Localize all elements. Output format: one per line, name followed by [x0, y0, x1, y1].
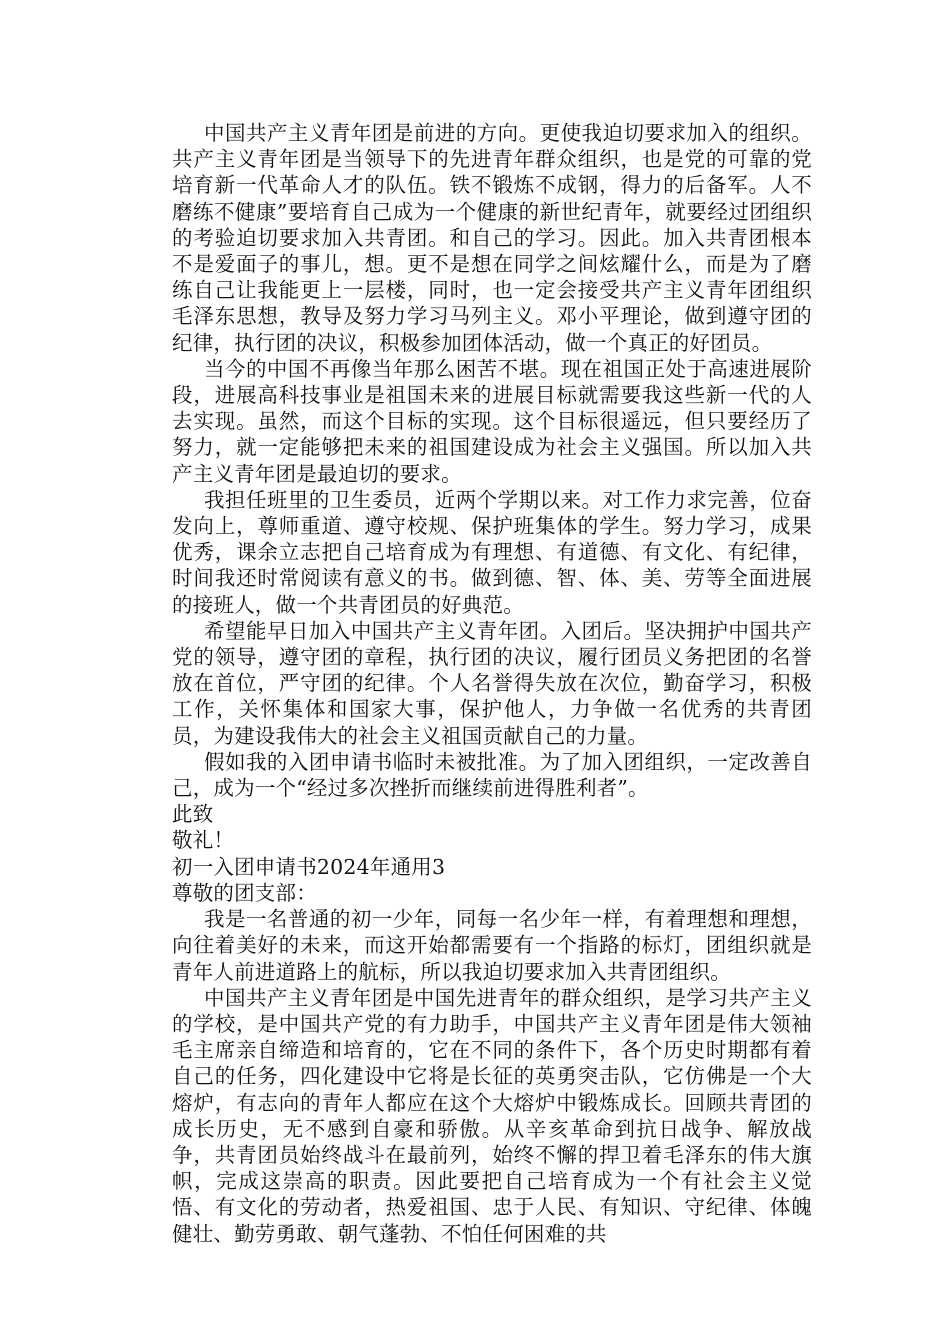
- document-body: [172, 120, 812, 1247]
- paragraph-5: 假如我的入团申请书临时未被批准。为了加入团组织，一定改善自己，成为一个“经过多次挫折而继续前进得胜利者”。: [172, 749, 812, 801]
- closing-salutation: 此致: [172, 802, 214, 827]
- paragraph-6: 我是一名普通的初一少年，同每一名少年一样，有着理想和理想，向往着美好的未来，而这开始都需要有一个指路的标灯，团组织就是青年人前进道路上的航标，所以我迫切要求加入共青团组织。: [172, 907, 812, 984]
- paragraph-2: 当今的中国不再像当年那么困苦不堪。现在祖国正处于高速进展阶段，进展高科技事业是祖国未来的进展目标就需要我这些新一代的人去实现。虽然，而这个目标的实现。这个目标很遥远，但只要经历了努力，就一定能够把未来的祖国建设成为社会主义强国。所以加入共产主义青年团是最迫切的要求。: [172, 356, 812, 486]
- paragraph-1: 中国共产主义青年团是前进的方向。更使我迫切要求加入的组织。共产主义青年团是当领导下的先进青年群众组织，也是党的可靠的党培育新一代革命人才的队伍。铁不锻炼不成钢，得力的后备军。人不磨练不健康”要培育自己成为一个健康的新世纪青年，就要经过团组织的考验迫切要求加入共青团。和自己的学习。因此。加入共青团根本不是爱面子的事儿，想。更不是想在同学之间炫耀什么，而是为了磨练自己让我能更上一层楼，同时，也一定会接受共产主义青年团组织毛泽东思想，教导及努力学习马列主义。邓小平理论，做到遵守团的纪律，执行团的决议，积极参加团体活动，做一个真正的好团员。: [172, 121, 812, 355]
- paragraph-7: 中国共产主义青年团是中国先进青年的群众组织，是学习共产主义的学校，是中国共产党的有力助手，中国共产主义青年团是伟大领袖毛主席亲自缔造和培育的，它在不同的条件下，各个历史时期都有着自己的任务，四化建设中它将是长征的英勇突击队，它仿佛是一个大熔炉，有志向的青年人都应在这个大熔炉中锻炼成长。回顾共青团的成长历史，无不感到自豪和骄傲。从辛亥革命到抗日战争、解放战争，共青团员始终战斗在最前列，始终不懈的捍卫着毛泽东的伟大旗帜，完成这崇高的职责。因此要把自己培育成为一个有社会主义觉悟、有文化的劳动者，热爱祖国、忠于人民、有知识、守纪律、体魄健壮、勤劳勇敢、朝气蓬勃、不怕任何困难的共: [172, 985, 812, 1246]
- paragraph-3: 我担任班里的卫生委员，近两个学期以来。对工作力求完善，位奋发向上，尊师重道、遵守校规、保护班集体的学生。努力学习，成果优秀，课余立志把自己培育成为有理想、有道德、有文化、有纪律，时间我还时常阅读有意义的书。做到德、智、体、美、劳等全面进展的接班人，做一个共青团员的好典范。: [172, 487, 812, 617]
- section-title: 初一入团申请书2024年通用3: [172, 854, 446, 879]
- greeting: 尊敬的团支部：: [172, 880, 317, 905]
- paragraph-4: 希望能早日加入中国共产主义青年团。入团后。坚决拥护中国共产党的领导，遵守团的章程，执行团的决议，履行团员义务把团的名誉放在首位，严守团的纪律。个人名誉得失放在次位，勤奋学习，积极工作，关怀集体和国家大事，保护他人，力争做一名优秀的共青团员，为建设我伟大的社会主义祖国贡献自己的力量。: [172, 618, 812, 748]
- closing-regards: 敬礼！: [172, 828, 235, 853]
